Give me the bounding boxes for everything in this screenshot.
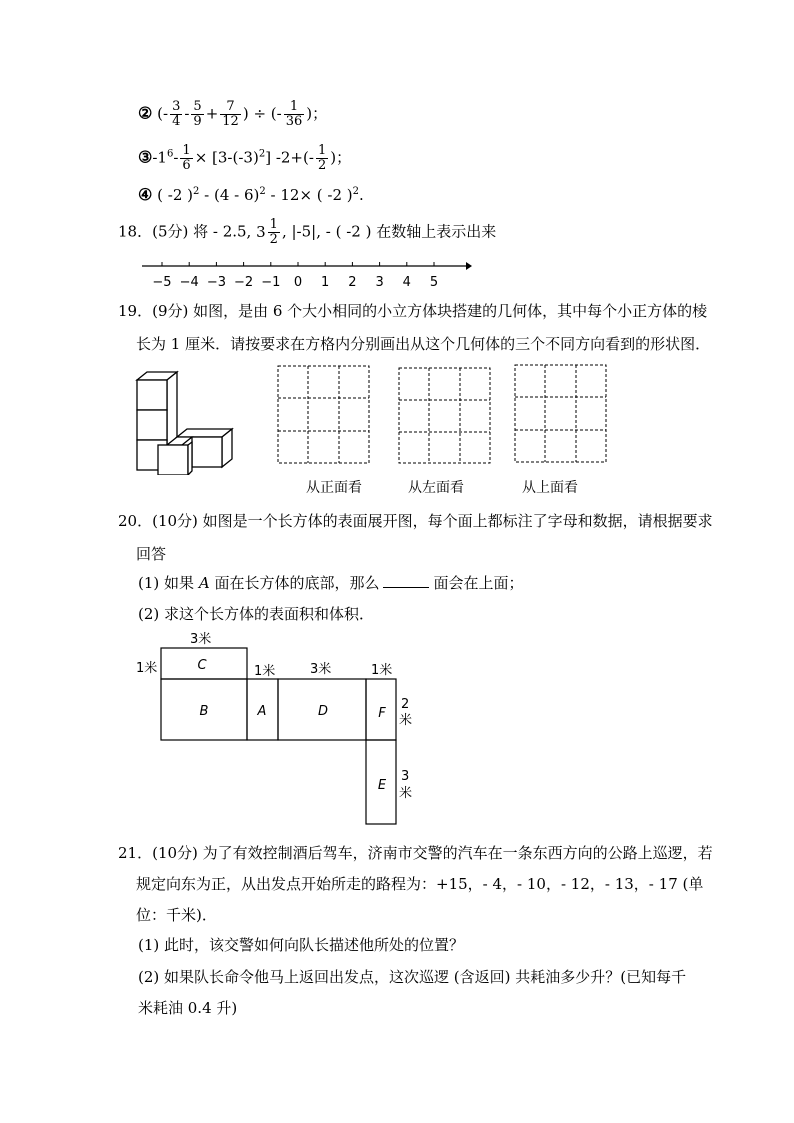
q20-line1: 20．(10分) 如图是一个长方体的表面展开图，每个面上都标注了字母和数据，请根据要求 bbox=[118, 512, 713, 530]
fraction: $\frac{7}{12}$ bbox=[222, 99, 239, 129]
q18-question: 18．(5分) 将 - 2.5, 3 $\frac{1}{2}$ , |-5|, - ( -2 ) 在数轴上表示出来 bbox=[118, 217, 497, 247]
tick-label: 5 bbox=[429, 275, 439, 290]
tick-label: −2 bbox=[234, 275, 254, 290]
label-front-view: 从正面看 bbox=[306, 480, 362, 496]
face-a: A bbox=[257, 704, 267, 719]
label-left-view: 从左面看 bbox=[408, 480, 464, 496]
tick-label: −1 bbox=[261, 275, 281, 290]
grid-top-view[interactable] bbox=[514, 364, 608, 464]
fraction: $\frac{1}{6}$ bbox=[182, 143, 191, 173]
q17-item2: ② (- $\frac{3}{4}$ - $\frac{5}{9}$ + $\frac{7}{12}$ ) ÷ (- $\frac{1}{36}$ )； bbox=[138, 99, 328, 129]
fraction: $\frac{3}{4}$ bbox=[172, 99, 181, 129]
fraction: $\frac{1}{36}$ bbox=[285, 99, 303, 129]
number-line bbox=[130, 256, 475, 292]
tick-label: −5 bbox=[152, 275, 172, 290]
tick-label: 1 bbox=[321, 275, 330, 290]
tick-label: −4 bbox=[179, 275, 199, 290]
q20-sub1: (1) 如果 A 面在长方体的底部，那么 面会在上面； bbox=[138, 574, 524, 592]
dim-e-height-num: 3 bbox=[401, 769, 410, 784]
dim-a: 1米 bbox=[254, 664, 276, 679]
cuboid-net-diagram bbox=[130, 628, 430, 828]
tick-label: 0 bbox=[293, 275, 303, 290]
grid-left-view[interactable] bbox=[398, 367, 492, 465]
answer-blank[interactable] bbox=[383, 577, 429, 588]
q17-item4: ④ ( -2 )$^2$ - (4 - 6)$^2$ - 12× ( -2 )$^2$. bbox=[138, 185, 364, 204]
face-d: D bbox=[317, 704, 329, 719]
face-f: F bbox=[378, 706, 386, 721]
q21-sub1: (1) 此时，该交警如何向队长描述他所处的位置？ bbox=[138, 936, 465, 954]
dim-f-height-num: 2 bbox=[401, 697, 410, 712]
mixed-number: 3 $\frac{1}{2}$ bbox=[256, 217, 278, 247]
q20-sub2: (2) 求这个长方体的表面积和体积． bbox=[138, 605, 375, 623]
q21-line3: 位：千米)． bbox=[136, 906, 217, 924]
dim-f: 1米 bbox=[371, 663, 393, 678]
face-e: E bbox=[377, 778, 387, 793]
q21-line2: 规定向东为正，从出发点开始所走的路程为：+15，- 4，- 10，- 12，- 13，- 17 (单 bbox=[136, 875, 704, 893]
q21-line1: 21．(10分) 为了有效控制酒后驾车，济南市交警的汽车在一条东西方向的公路上巡逻，若 bbox=[118, 844, 713, 862]
item-number: ② bbox=[138, 103, 153, 123]
q20-line2: 回答 bbox=[136, 545, 167, 563]
fraction: $\frac{5}{9}$ bbox=[193, 99, 202, 129]
cube-solid-figure bbox=[132, 370, 237, 475]
tick-label: −3 bbox=[206, 275, 226, 290]
q21-sub3: 米耗油 0.4 升) bbox=[138, 999, 238, 1017]
q21-sub2: (2) 如果队长命令他马上返回出发点，这次巡逻 (含返回) 共耗油多少升？(已知每千 bbox=[138, 968, 687, 986]
item-number: ③ bbox=[138, 147, 153, 167]
fraction: $\frac{1}{2}$ bbox=[317, 143, 327, 173]
dim-f-height-unit: 米 bbox=[399, 713, 413, 728]
q19-line2: 长为 1 厘米．请按要求在方格内分别画出从这个几何体的三个不同方向看到的形状图． bbox=[136, 335, 711, 353]
tick-label: 4 bbox=[402, 275, 411, 290]
q19-line1: 19．(9分) 如图，是由 6 个大小相同的小立方体块搭建的几何体，其中每个小正方体的棱 bbox=[118, 302, 708, 320]
q17-item3: $③-1^6-$ $\frac{1}{6}$ × $[3-(-3)^2]$ -2+(- $\frac{1}{2}$ )； bbox=[138, 143, 352, 173]
face-b: B bbox=[199, 704, 209, 719]
tick-label: 2 bbox=[348, 275, 357, 290]
face-c: C bbox=[197, 658, 207, 673]
label-top-view: 从上面看 bbox=[522, 480, 578, 496]
dim-e-height-unit: 米 bbox=[399, 786, 413, 801]
dim-top: 3米 bbox=[190, 632, 212, 647]
grid-front-view[interactable] bbox=[277, 365, 371, 465]
item-number: ④ bbox=[138, 185, 153, 204]
dim-left: 1米 bbox=[136, 661, 158, 676]
dim-d: 3米 bbox=[310, 662, 332, 677]
tick-label: 3 bbox=[375, 275, 384, 290]
